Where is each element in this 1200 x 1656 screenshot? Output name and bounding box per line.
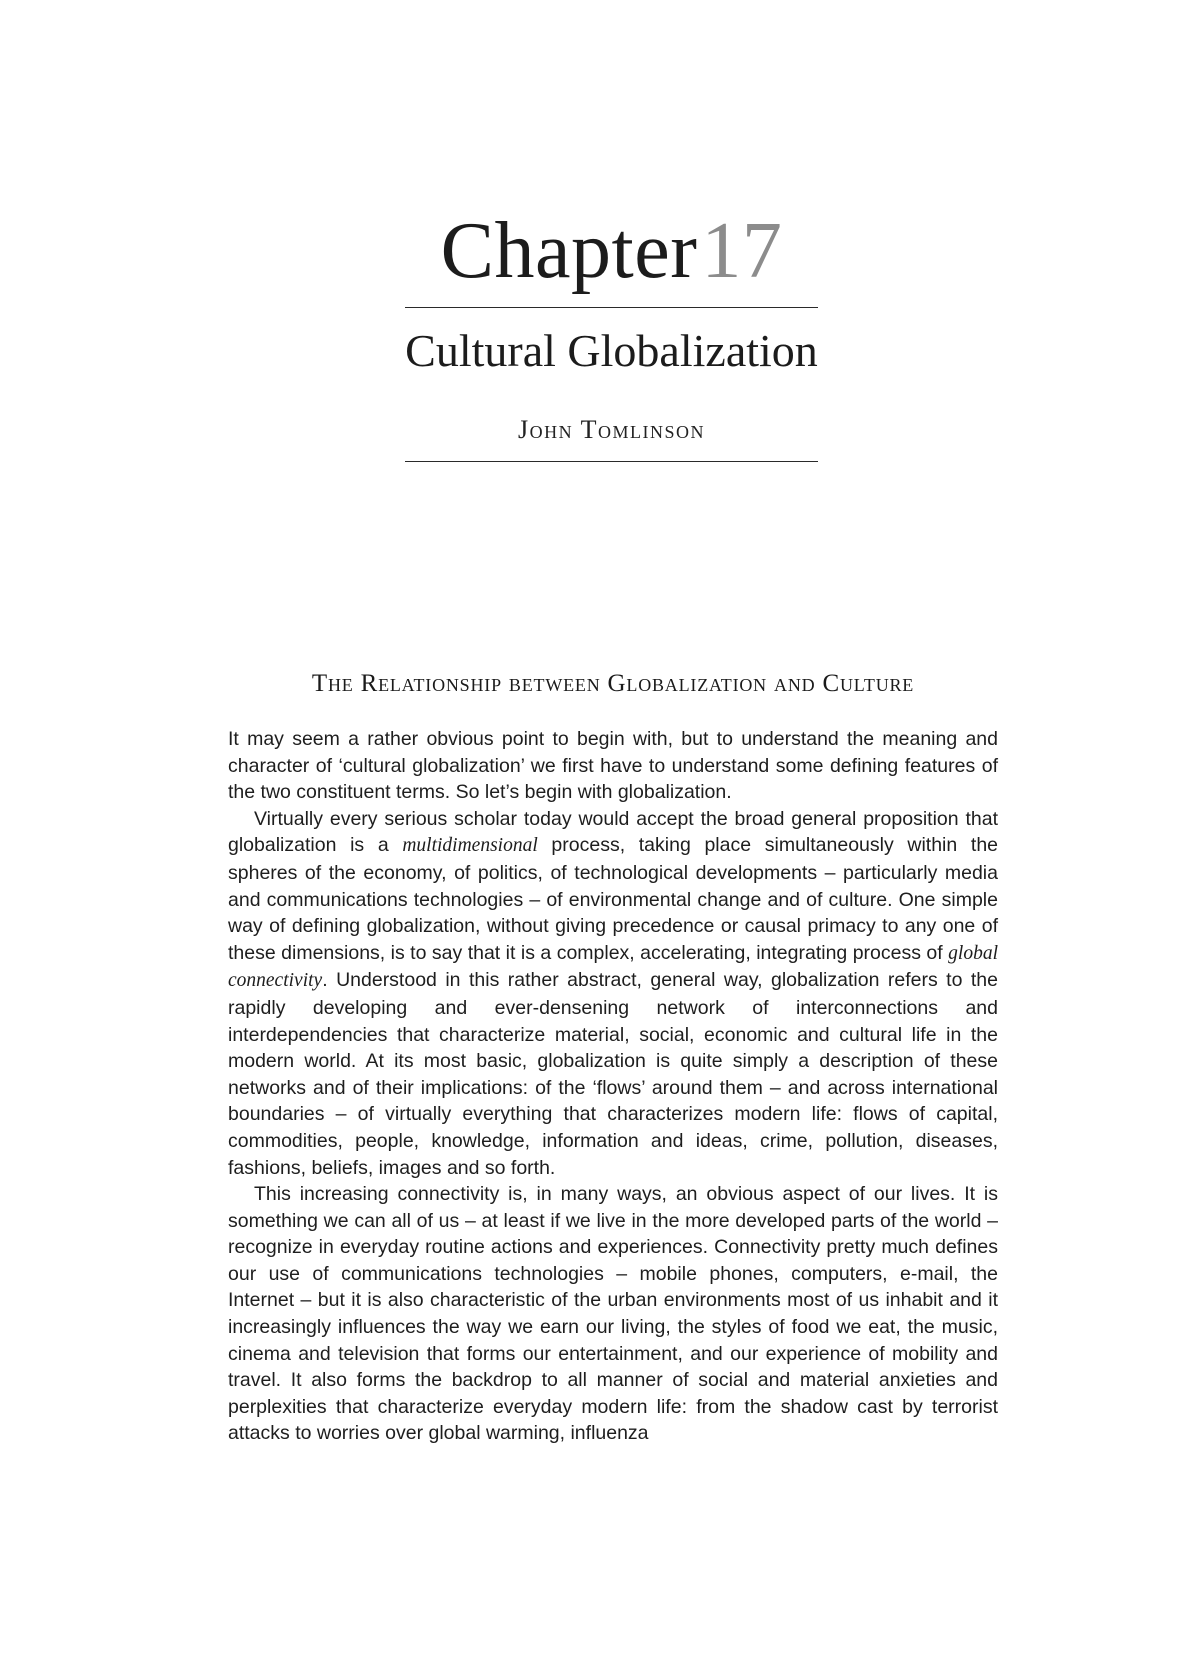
paragraph-3: This increasing connectivity is, in many ways, an obvious aspect of our lives. It is something we can all of us – at least if we live in the more developed parts of the world – recognize in everyday routine actions and experiences. Connectivity pretty much defines our use of communications technologies – mobile phones, computers, e-mail, the Internet – but it is also characteristic of the urban environments most of us inhabit and it increasingly influences the way we earn our living, the styles of food we eat, the music, cinema and television that forms our entertainment, and our experience of mobility and travel. It also forms the backdrop to all manner of social and material anxieties and perplexities that characterize everyday modern life: from the shadow cast by terrorist attacks to worries over global warming, influenza [228, 1183, 998, 1445]
title-rule-bottom [405, 461, 818, 462]
author-name: John Tomlinson [517, 415, 706, 444]
paragraph-2-part-2: process, taking place simultaneously within the spheres of the economy, of politics, of technological developments – particularly media and communications technologies – of environmental change and of culture. One simple way of defining globalization, without giving precedence or causal primacy to any one of these dimensions, is to say that it is a complex, accelerating, integrating process of [228, 834, 999, 964]
paragraph-2 [228, 806, 998, 1181]
chapter-number: 17 [701, 207, 783, 295]
section-heading: The Relationship between Globalization and Culture [311, 670, 915, 697]
title-rule-top [405, 307, 818, 308]
chapter-heading [405, 205, 818, 297]
emphasis-global-connectivity: global connectivity [228, 942, 998, 992]
paragraph-2-part-1: Virtually every serious scholar today would accept the broad general proposition that globalization is a [228, 807, 998, 857]
paragraph-1: It may seem a rather obvious point to begin with, but to understand the meaning and character of ‘cultural globalization’ we first have to understand some defining features of the two constituent terms. So let’s begin with globalization. [228, 728, 998, 804]
chapter-label: Chapter [440, 207, 698, 295]
chapter-title: Cultural Globalization [405, 325, 818, 376]
body-text [228, 726, 998, 1447]
emphasis-multidimensional: multidimensional [402, 835, 538, 857]
paragraph-2-part-3: . Understood in this rather abstract, general way, globalization refers to the rapidly developing and ever-densening network of interconnections and interdependencies that characterize material, social, economic and cultural life in the modern world. At its most basic, globalization is quite simply a description of these networks and of their implications: of the ‘flows’ around them – and across international boundaries – of virtually everything that characterizes modern life: flows of capital, commodities, people, knowledge, information and ideas, crime, pollution, diseases, fashions, beliefs, images and so forth. [228, 969, 998, 1179]
